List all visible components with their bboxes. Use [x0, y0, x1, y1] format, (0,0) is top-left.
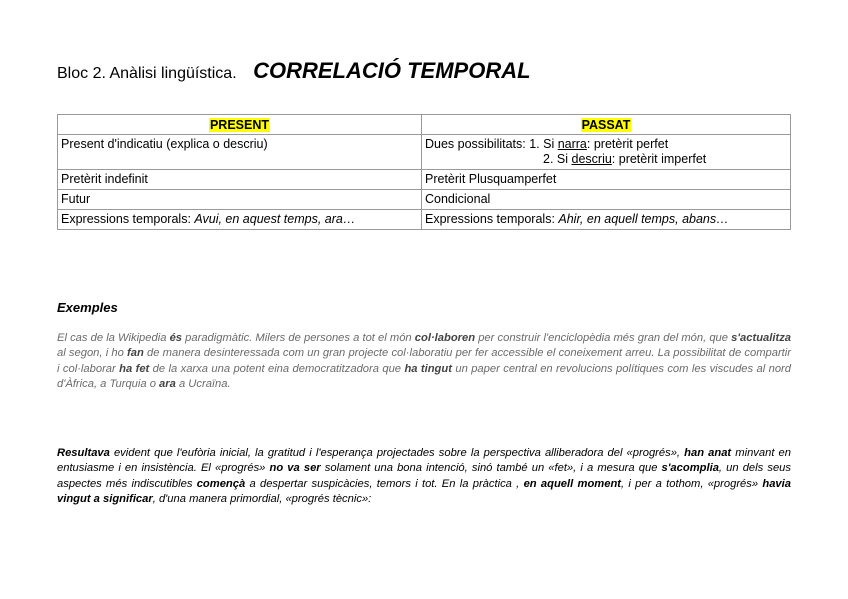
correlation-table	[57, 114, 791, 230]
expr-passat-examples: Ahir, en aquell temps, abans…	[558, 212, 729, 226]
text-run: de manera desinteressada com un gran projecte col·laboratiu per fer accessible el coneixement arreu. La possibilitat de compartir i col·laborar	[57, 347, 791, 375]
passat-perfet: : pretèrit perfet	[586, 137, 669, 151]
example-paragraph-1	[57, 331, 791, 392]
header-present	[58, 115, 422, 135]
text-run: evident que l'eufòria inicial, la gratitud i l'esperança projectades sobre la perspectiva alliberadora del «progrés»,	[109, 447, 685, 459]
example-paragraph-2	[57, 446, 791, 507]
verb-highlight: fan	[127, 347, 144, 360]
passat-prefix: Dues possibilitats: 1. Si	[425, 137, 558, 151]
cell-present	[58, 210, 422, 230]
text-run: paradigmàtic. Milers de persones a tot el món	[182, 332, 415, 344]
text-run: , i per a tothom, «progrés»	[621, 477, 763, 490]
table-header-row	[58, 115, 791, 135]
examples-heading: Exemples	[57, 300, 118, 315]
page-title: CORRELACIÓ TEMPORAL	[253, 58, 531, 83]
table-row	[58, 210, 791, 230]
text-run: al segon, i ho	[57, 347, 128, 360]
header-passat-label: PASSAT	[581, 118, 631, 132]
verb-highlight: havia vingut a significar	[57, 477, 791, 505]
expr-present-examples: Avui, en aquest temps, ara…	[194, 212, 356, 226]
passat-line2	[425, 152, 787, 167]
cell-passat: Pretèrit Plusquamperfet	[422, 170, 791, 190]
text-run: un paper central en revolucions polítiques com les viscudes al nord d'Àfrica, a Turquia o	[57, 362, 792, 390]
cell-present: Pretèrit indefinit	[58, 170, 422, 190]
text-run: minvant en entusiasme i en insistència. El «progrés»	[57, 447, 791, 475]
bloc-label: Bloc 2. Anàlisi lingüística.	[57, 65, 237, 82]
passat-imperfet: : pretèrit imperfet	[611, 152, 707, 166]
text-run: solament una bona intenció, sinó també un «fet», i a mesura que	[320, 462, 662, 475]
verb-highlight: han anat	[684, 447, 732, 459]
text-run: per construir l'enciclopèdia més gran del món, que	[475, 332, 732, 344]
table-row	[58, 135, 791, 170]
expr-label: Expressions temporals:	[61, 212, 195, 226]
header-passat	[422, 115, 791, 135]
cell-present: Present d'indicatiu (explica o descriu)	[58, 135, 422, 170]
passat-descriu: descriu	[571, 152, 612, 166]
text-run: a Ucraïna.	[175, 377, 231, 390]
passat-narra: narra	[557, 137, 587, 151]
text-run: a despertar suspicàcies, temors i tot. En la pràctica ,	[245, 477, 524, 490]
table-row	[58, 190, 791, 210]
expr-label: Expressions temporals:	[425, 212, 559, 226]
verb-highlight: en aquell moment	[523, 477, 622, 490]
text-run: , un dels seus aspectes més indiscutibles	[57, 462, 791, 490]
verb-highlight: ara	[159, 377, 176, 390]
cell-passat	[422, 135, 791, 170]
verb-highlight: col·laboren	[414, 332, 476, 344]
cell-present: Futur	[58, 190, 422, 210]
verb-highlight: començà	[196, 477, 246, 490]
text-run: , d'una manera primordial, «progrés tècnic»:	[152, 492, 372, 505]
verb-highlight: ha tingut	[404, 362, 452, 375]
verb-highlight: s'acomplia	[661, 462, 719, 475]
verb-highlight: no va ser	[269, 462, 321, 475]
cell-passat: Condicional	[422, 190, 791, 210]
verb-highlight: ha fet	[119, 362, 150, 375]
table-row	[58, 170, 791, 190]
cell-passat	[422, 210, 791, 230]
text-run: de la xarxa una potent eina democratitzadora que	[149, 362, 405, 375]
passat-line2-prefix: 2. Si	[543, 152, 572, 166]
text-run: El cas de la Wikipedia	[57, 332, 170, 344]
verb-highlight: s'actualitza	[731, 332, 792, 344]
header-present-label: PRESENT	[209, 118, 270, 132]
page-heading	[57, 58, 531, 84]
verb-highlight: Resultava	[57, 447, 110, 459]
verb-highlight: és	[169, 332, 183, 344]
